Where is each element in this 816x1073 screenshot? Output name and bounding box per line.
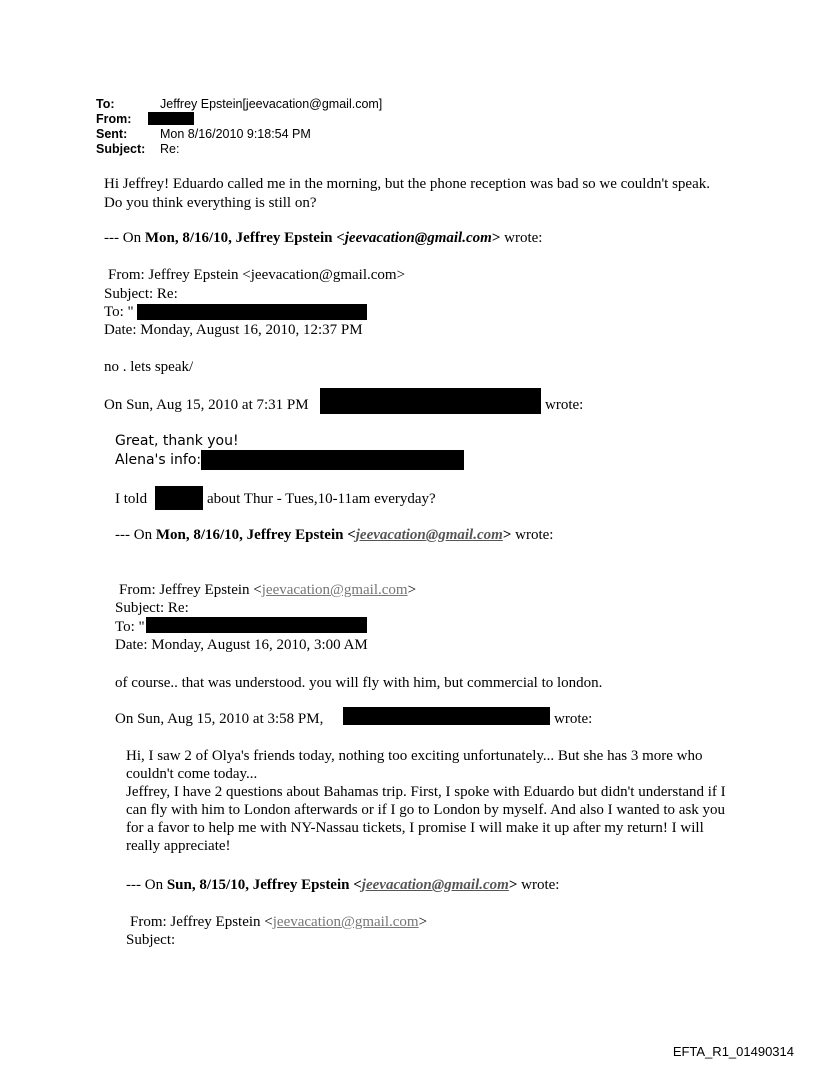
reply-2: of course.. that was understood. you will fly with him, but commercial to london. [115,675,603,691]
quote-line-3: --- On Sun, 8/15/10, Jeffrey Epstein <jeevacation@gmail.com> wrote: [126,877,560,893]
block3-from: From: Jeffrey Epstein <jeevacation@gmail.com> [130,914,428,930]
block1-to: To: " [104,304,134,320]
to-label: To: [96,97,115,111]
email-header [96,97,456,161]
quote-line-2: --- On Mon, 8/16/10, Jeffrey Epstein <jeevacation@gmail.com> wrote: [115,527,554,543]
sent-value: Mon 8/16/2010 9:18:54 PM [160,127,311,141]
bahamas-paragraph: Jeffrey, I have 2 questions about Bahamas trip. First, I spoke with Eduardo but didn't understand if I can fly with him to London afterwards or if I go to London by myself. And also I wanted to ask you for a favor to help me with NY-Nassau tickets, I promise I will make it up after my return! I will really appreciate! [126,784,726,854]
quote2-email-link[interactable]: jeevacation@gmail.com [355,527,503,543]
olya-paragraph: Hi, I saw 2 of Olya's friends today, nothing too exciting unfortunately... But she has 3 more who couldn't come today... [126,748,703,782]
redaction-block1-to [137,304,367,320]
greeting-paragraph: Hi Jeffrey! Eduardo called me in the morning, but the phone reception was bad so we couldn't speak. Do you think everything is still on? [104,176,710,211]
block3-subject: Subject: [126,932,176,948]
redaction-on-sun-2 [343,707,550,725]
block2-to: To: " [115,619,145,635]
block1-date: Date: Monday, August 16, 2010, 12:37 PM [104,322,363,338]
block2-email-link[interactable]: jeevacation@gmail.com [261,582,408,598]
block3-email-link[interactable]: jeevacation@gmail.com [272,914,419,930]
block1-subject: Subject: Re: [104,286,178,302]
alena-info: Alena's info: [115,452,202,468]
document-id: EFTA_R1_01490314 [672,1044,794,1059]
block2-subject: Subject: Re: [115,600,189,616]
redaction-alena-info [201,450,464,470]
wrote-2: wrote: [554,711,593,727]
i-told: I told [115,491,148,507]
block1-from: From: Jeffrey Epstein <jeevacation@gmail.com> [108,267,406,283]
thur-line: about Thur - Tues,10-11am everyday? [207,491,436,507]
on-sun-line-1: On Sun, Aug 15, 2010 at 7:31 PM [104,397,309,413]
quote-line-1: --- On Mon, 8/16/10, Jeffrey Epstein <jeevacation@gmail.com> wrote: [104,230,543,246]
block2-from: From: Jeffrey Epstein <jeevacation@gmail.com> [119,582,417,598]
on-sun-line-2: On Sun, Aug 15, 2010 at 3:58 PM, [115,711,324,727]
to-value: Jeffrey Epstein[jeevacation@gmail.com] [160,97,383,111]
redaction-i-told [155,486,203,510]
redaction-from [148,112,194,125]
quote3-email-link[interactable]: jeevacation@gmail.com [361,877,509,893]
reply-1: no . lets speak/ [104,359,194,375]
redaction-on-sun-1 [320,388,541,414]
block2-date: Date: Monday, August 16, 2010, 3:00 AM [115,637,368,653]
from-label: From: [96,112,132,126]
subject-label: Subject: [96,142,146,156]
great-thank-you: Great, thank you! [115,433,239,449]
quote1-email: jeevacation@gmail.com [344,230,492,246]
sent-label: Sent: [96,127,128,141]
wrote-1: wrote: [545,397,584,413]
redaction-block2-to [146,617,367,633]
subject-value: Re: [160,142,180,156]
